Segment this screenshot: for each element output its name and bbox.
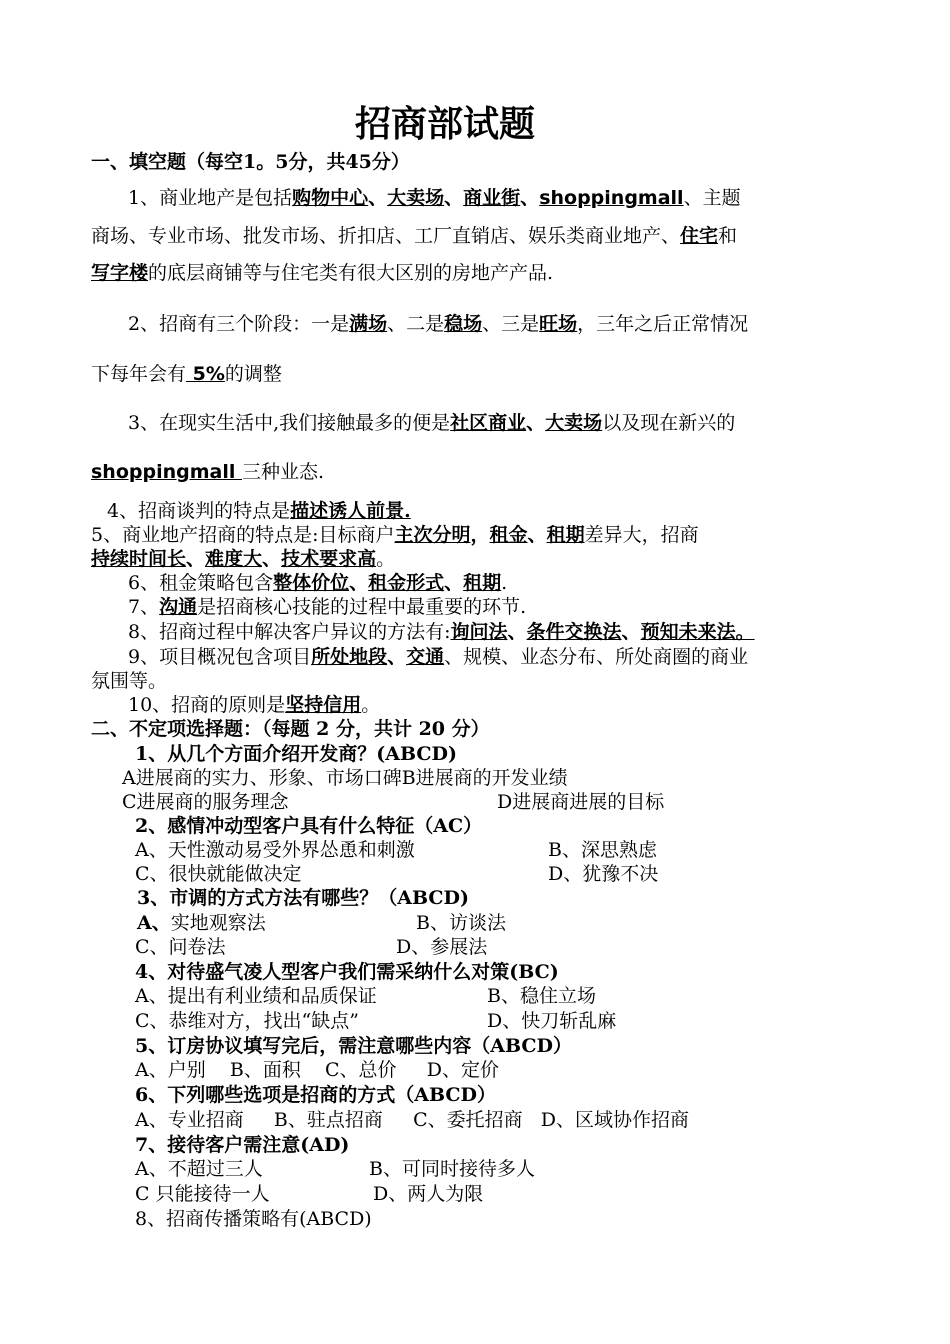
- mc-option-text: 实地观察法: [170, 912, 266, 934]
- q2-line-2-prefix: 下每年会有: [91, 363, 187, 385]
- q6-answer-2: 租金形式: [368, 572, 445, 594]
- q2-mid-1: 、二是: [387, 313, 445, 335]
- q1-answer-6: 写字楼: [91, 262, 149, 284]
- q5-sep: 、: [186, 548, 206, 570]
- mc-option: D、犹豫不决: [548, 863, 659, 885]
- q6-prefix: 6、租金策略包含: [128, 572, 274, 594]
- q3-line-1: [128, 411, 735, 435]
- mc-option: D、参展法: [396, 936, 488, 958]
- q1-answer-4: shoppingmall: [539, 187, 684, 209]
- q4-answer-1: 描述诱人前景.: [290, 500, 411, 522]
- q2-tail-1: ，三年之后正常情况: [577, 313, 749, 335]
- q5-line-1: [91, 523, 699, 547]
- q8-answer-2: 条件交换法: [526, 621, 622, 643]
- q1-answer-1: 购物中心: [292, 187, 369, 209]
- q10-tail: 。: [361, 694, 381, 716]
- q9-sep: 、: [387, 646, 407, 668]
- q1-line-1: [128, 186, 741, 210]
- q5-tail-1: 差异大，招商: [584, 524, 699, 546]
- q8-sep: 、: [621, 621, 641, 643]
- q5-tail-2: 。: [376, 548, 396, 570]
- q9-tail-1: 、规模、业态分布、所处商圈的商业: [444, 646, 749, 668]
- q8-answer-3: 预知未来法。: [640, 621, 755, 643]
- mc-option: A、不超过三人: [135, 1158, 263, 1180]
- q3-answer-2: 大卖场: [545, 412, 603, 434]
- mc-option: B、访谈法: [416, 912, 506, 934]
- q1-answer-3: 商业街: [463, 187, 521, 209]
- q1-and: 和: [718, 225, 738, 247]
- q5-answer-5: 难度大: [205, 548, 263, 570]
- q9-answer-1: 所处地段: [311, 646, 388, 668]
- q1-line-3: [91, 261, 553, 285]
- q1-sep: 、: [520, 187, 540, 209]
- section-2-heading: 二、不定项选择题：（每题 2 分，共计 20 分）: [91, 718, 490, 740]
- page-title: 招商部试题: [354, 103, 535, 145]
- mc-question: 7、接待客户需注意(AD): [135, 1134, 350, 1156]
- q2-answer-4: 5%: [186, 363, 225, 385]
- mc-question: 5、订房协议填写完后，需注意哪些内容（ABCD）: [135, 1035, 572, 1057]
- q2-answer-3: 旺场: [539, 313, 578, 335]
- mc-option: A、天性激动易受外界怂恿和刺激: [135, 839, 415, 861]
- mc-question: 1、从几个方面介绍开发商？(ABCD): [135, 743, 457, 765]
- q4-line: [107, 499, 411, 523]
- q1-line-2: [91, 224, 737, 248]
- q2-answer-2: 稳场: [444, 313, 483, 335]
- q9-line-1: [128, 645, 748, 669]
- q1-prefix: 1、商业地产是包括: [128, 187, 293, 209]
- mc-question: 3、市调的方式方法有哪些？（ABCD): [137, 887, 469, 909]
- q10-prefix: 10、招商的原则是: [128, 694, 286, 716]
- q5-prefix: 5、商业地产招商的特点是:目标商户: [91, 524, 395, 546]
- q2-mid-2: 、三是: [482, 313, 540, 335]
- section-1-heading: 一、填空题（每空1。5分，共45分）: [91, 151, 410, 173]
- q5-sep: 、: [527, 524, 547, 546]
- q5-answer-3: 租期: [546, 524, 585, 546]
- q1-tail-1: 、主题: [683, 187, 741, 209]
- mc-option: C、问卷法: [135, 936, 226, 958]
- mc-option: D、两人为限: [373, 1183, 484, 1205]
- q2-prefix: 2、招商有三个阶段：一是: [128, 313, 350, 335]
- q3-sep: 、: [526, 412, 546, 434]
- q8-sep: 、: [507, 621, 527, 643]
- q2-tail-2: 的调整: [224, 363, 282, 385]
- q3-answer-3: shoppingmall: [91, 461, 242, 483]
- mc-option: B、深思熟虑: [548, 839, 657, 861]
- q8-line: [128, 620, 755, 644]
- mc-option: A进展商的实力、形象、市场口碑B进展商的开发业绩: [122, 767, 568, 789]
- q3-tail-1: 以及现在新兴的: [602, 412, 736, 434]
- mc-question: 4、对待盛气凌人型客户我们需采纳什么对策(BC): [135, 961, 559, 983]
- q5-answer-6: 技术要求高: [281, 548, 377, 570]
- q7-line: [128, 595, 526, 619]
- mc-option: C 只能接待一人: [135, 1183, 270, 1205]
- q4-prefix: 4、招商谈判的特点是: [107, 500, 291, 522]
- q3-prefix: 3、在现实生活中,我们接触最多的便是: [128, 412, 451, 434]
- q2-line-1: [128, 312, 748, 336]
- mc-option: C、恭维对方，找出“缺点”: [135, 1010, 359, 1032]
- q5-answer-1: 主次分明: [394, 524, 471, 546]
- q6-answer-1: 整体价位: [273, 572, 350, 594]
- q1-tail-2: 的底层商铺等与住宅类有很大区别的房地产产品.: [148, 262, 554, 284]
- q6-tail: .: [501, 572, 508, 594]
- q8-prefix: 8、招商过程中解决客户异议的方法有:: [128, 621, 451, 643]
- q5-sep: 、: [262, 548, 282, 570]
- q5-line-2: [91, 547, 395, 571]
- mc-option: A、提出有利业绩和品质保证: [135, 985, 377, 1007]
- mc-option-letter: A、: [137, 912, 171, 934]
- q3-answer-1: 社区商业: [450, 412, 527, 434]
- mc-option: A、专业招商 B、驻点招商 C、委托招商 D、区域协作招商: [135, 1109, 689, 1131]
- mc-option: B、可同时接待多人: [369, 1158, 535, 1180]
- q8-answer-1: 询问法: [450, 621, 508, 643]
- q10-answer-1: 坚持信用: [285, 694, 362, 716]
- mc-option: A、户别 B、面积 C、总价 D、定价: [135, 1059, 499, 1081]
- q5-answer-2: 租金: [489, 524, 528, 546]
- mc-question: 6、下列哪些选项是招商的方式（ABCD）: [135, 1084, 496, 1106]
- q7-answer-1: 沟通: [159, 596, 198, 618]
- q9-line-2: 氛围等。: [91, 670, 168, 692]
- mc-option: D进展商进展的目标: [497, 791, 665, 813]
- q5-sep: ，: [470, 524, 490, 546]
- mc-question: 2、感情冲动型客户具有什么特征（AC）: [135, 815, 483, 837]
- q9-prefix: 9、项目概况包含项目: [128, 646, 312, 668]
- mc-option: C进展商的服务理念: [122, 791, 289, 813]
- mc-option: [137, 911, 266, 935]
- q6-sep: 、: [444, 572, 464, 594]
- q6-line: [128, 571, 507, 595]
- q1-answer-5: 住宅: [680, 225, 719, 247]
- q10-line: [128, 693, 380, 717]
- mc-option: D、快刀斩乱麻: [487, 1010, 617, 1032]
- q3-line-2: [91, 460, 324, 484]
- q5-answer-4: 持续时间长: [91, 548, 187, 570]
- mc-question: 8、招商传播策略有(ABCD): [135, 1208, 372, 1230]
- q3-tail-2: 三种业态.: [242, 461, 325, 483]
- q6-answer-3: 租期: [463, 572, 502, 594]
- q9-answer-2: 交通: [406, 646, 445, 668]
- q1-answer-2: 大卖场: [387, 187, 445, 209]
- mc-option: C、很快就能做决定: [135, 863, 302, 885]
- q7-prefix: 7、: [128, 596, 160, 618]
- q2-answer-1: 满场: [349, 313, 388, 335]
- mc-option: B、稳住立场: [487, 985, 596, 1007]
- q2-line-2: [91, 362, 282, 386]
- q7-tail: 是招商核心技能的过程中最重要的环节.: [197, 596, 527, 618]
- q1-sep: 、: [444, 187, 464, 209]
- q6-sep: 、: [349, 572, 369, 594]
- q1-sep: 、: [368, 187, 388, 209]
- q1-line-2-text: 商场、专业市场、批发市场、折扣店、工厂直销店、娱乐类商业地产、: [91, 225, 681, 247]
